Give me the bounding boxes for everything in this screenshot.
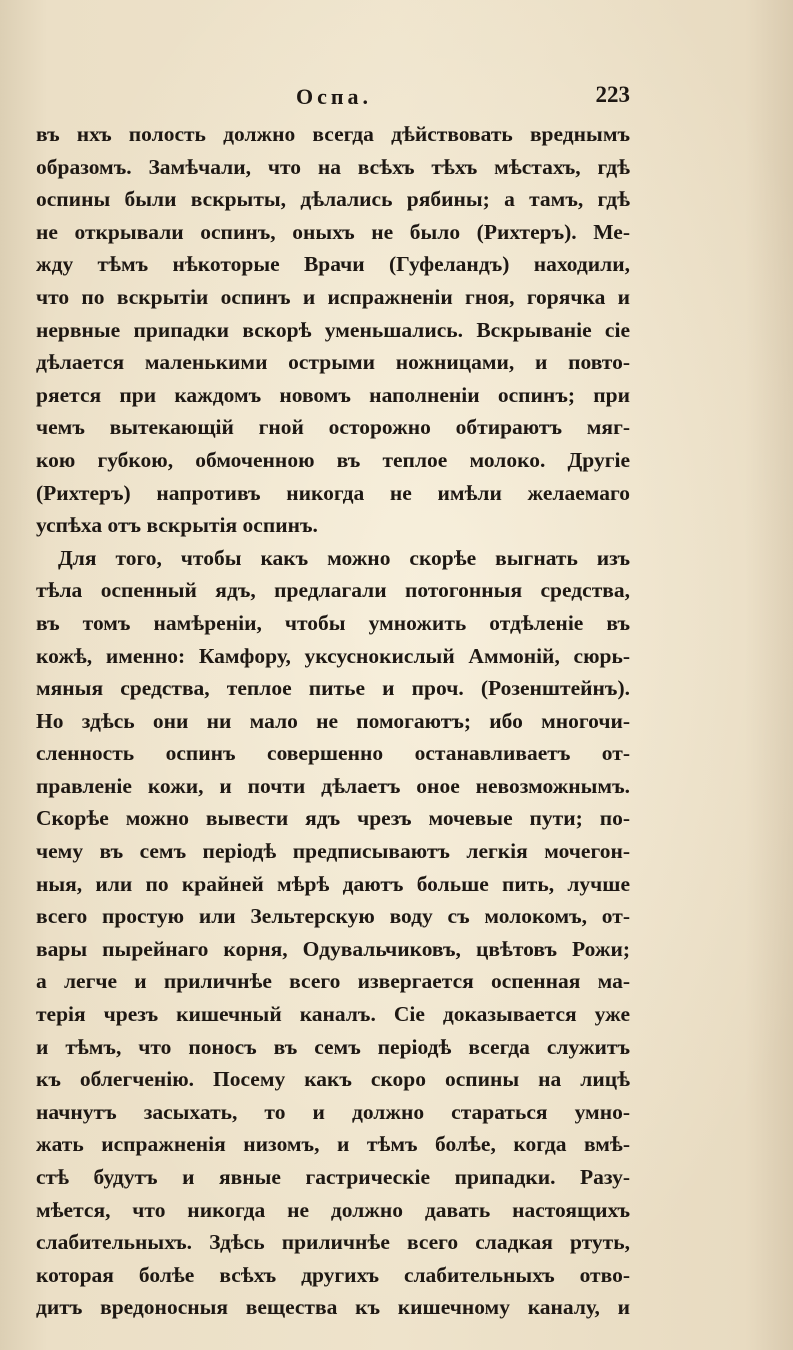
paragraph-first-line: Для того, чтобы какъ можно скорѣе выгнать изъ: [58, 545, 630, 570]
text-line: и тѣмъ, что поносъ въ семъ періодѣ всегда служитъ: [36, 1034, 630, 1059]
text-line: Но здѣсь они ни мало не помогаютъ; ибо многочи-: [36, 708, 630, 733]
text-line: оспины были вскрыты, дѣлались рябины; а тамъ, гдѣ: [36, 187, 630, 212]
text-line: чему въ семъ періодѣ предписываютъ легкія мочегон-: [36, 839, 630, 864]
text-line: терія чрезъ кишечный каналъ. Сіе доказывается уже: [36, 1002, 630, 1027]
text-line: которая болѣе всѣхъ другихъ слабительныхъ отво-: [36, 1262, 630, 1287]
text-line: въ нхъ полость должно всегда дѣйствовать вреднымъ: [36, 122, 630, 146]
page-header: [36, 80, 630, 116]
text-line: мяныя средства, теплое питье и проч. (Розенштейнъ).: [36, 676, 630, 701]
text-line: ныя, или по крайней мѣрѣ даютъ больше пить, лучше: [36, 871, 630, 896]
text-line: а легче и приличнѣе всего извергается оспенная ма-: [36, 969, 630, 994]
text-line: правленіе кожи, и почти дѣлаетъ оное невозможнымъ.: [36, 773, 630, 798]
text-line: жать испражненія низомъ, и тѣмъ болѣе, когда вмѣ-: [36, 1132, 630, 1157]
text-line: образомъ. Замѣчали, что на всѣхъ тѣхъ мѣстахъ, гдѣ: [36, 154, 630, 179]
text-line: къ облегченію. Посему какъ скоро оспины на лицѣ: [36, 1067, 630, 1092]
text-line: не открывали оспинъ, оныхъ не было (Рихтеръ). Ме-: [36, 219, 630, 244]
text-line: слабительныхъ. Здѣсь приличнѣе всего сладкая ртуть,: [36, 1230, 630, 1255]
text-line: нервные припадки вскорѣ уменьшались. Вскрываніе сіе: [36, 317, 630, 342]
text-line: ряется при каждомъ новомъ наполненіи оспинъ; при: [36, 382, 630, 407]
paragraph-end-line: успѣха отъ вскрытія оспинъ.: [36, 513, 318, 538]
text-line: тѣла оспенный ядъ, предлагали потогонныя средства,: [36, 578, 630, 603]
running-title: Оспа.: [296, 84, 373, 109]
text-line: сленность оспинъ совершенно останавливаетъ от-: [36, 741, 630, 766]
text-line: (Рихтеръ) напротивъ никогда не имѣли желаемаго: [36, 480, 630, 505]
text-line: мѣется, что никогда не должно давать настоящихъ: [36, 1197, 630, 1222]
page-number: 223: [595, 82, 630, 107]
text-line: дѣлается маленькими острыми ножницами, и повто-: [36, 350, 630, 375]
body-text: [36, 118, 630, 1320]
text-line: кою губкою, обмоченною въ теплое молоко. Другіе: [36, 447, 630, 472]
text-line: въ томъ намѣреніи, чтобы умножить отдѣленіе въ: [36, 610, 630, 635]
text-line: стѣ будутъ и явные гастрическіе припадки. Разу-: [36, 1165, 630, 1189]
text-line: начнутъ засыхать, то и должно стараться умно-: [36, 1099, 630, 1124]
text-line: Скорѣе можно вывести ядъ чрезъ мочевые пути; по-: [36, 806, 630, 831]
text-line: чемъ вытекающій гной осторожно обтираютъ мяг-: [36, 415, 630, 440]
text-line: дитъ вредоносныя вещества къ кишечному каналу, и: [36, 1295, 630, 1320]
text-line: жду тѣмъ нѣкоторые Врачи (Гуфеландъ) находили,: [36, 252, 630, 277]
text-line: вары пырейнаго корня, Одувальчиковъ, цвѣтовъ Рожи;: [36, 936, 630, 961]
text-line: всего простую или Зельтерскую воду съ молокомъ, от-: [36, 904, 630, 929]
text-line: что по вскрытіи оспинъ и испражненіи гноя, горячка и: [36, 284, 630, 309]
text-line: кожѣ, именно: Камфору, уксуснокислый Аммоній, сюрь-: [36, 643, 630, 668]
